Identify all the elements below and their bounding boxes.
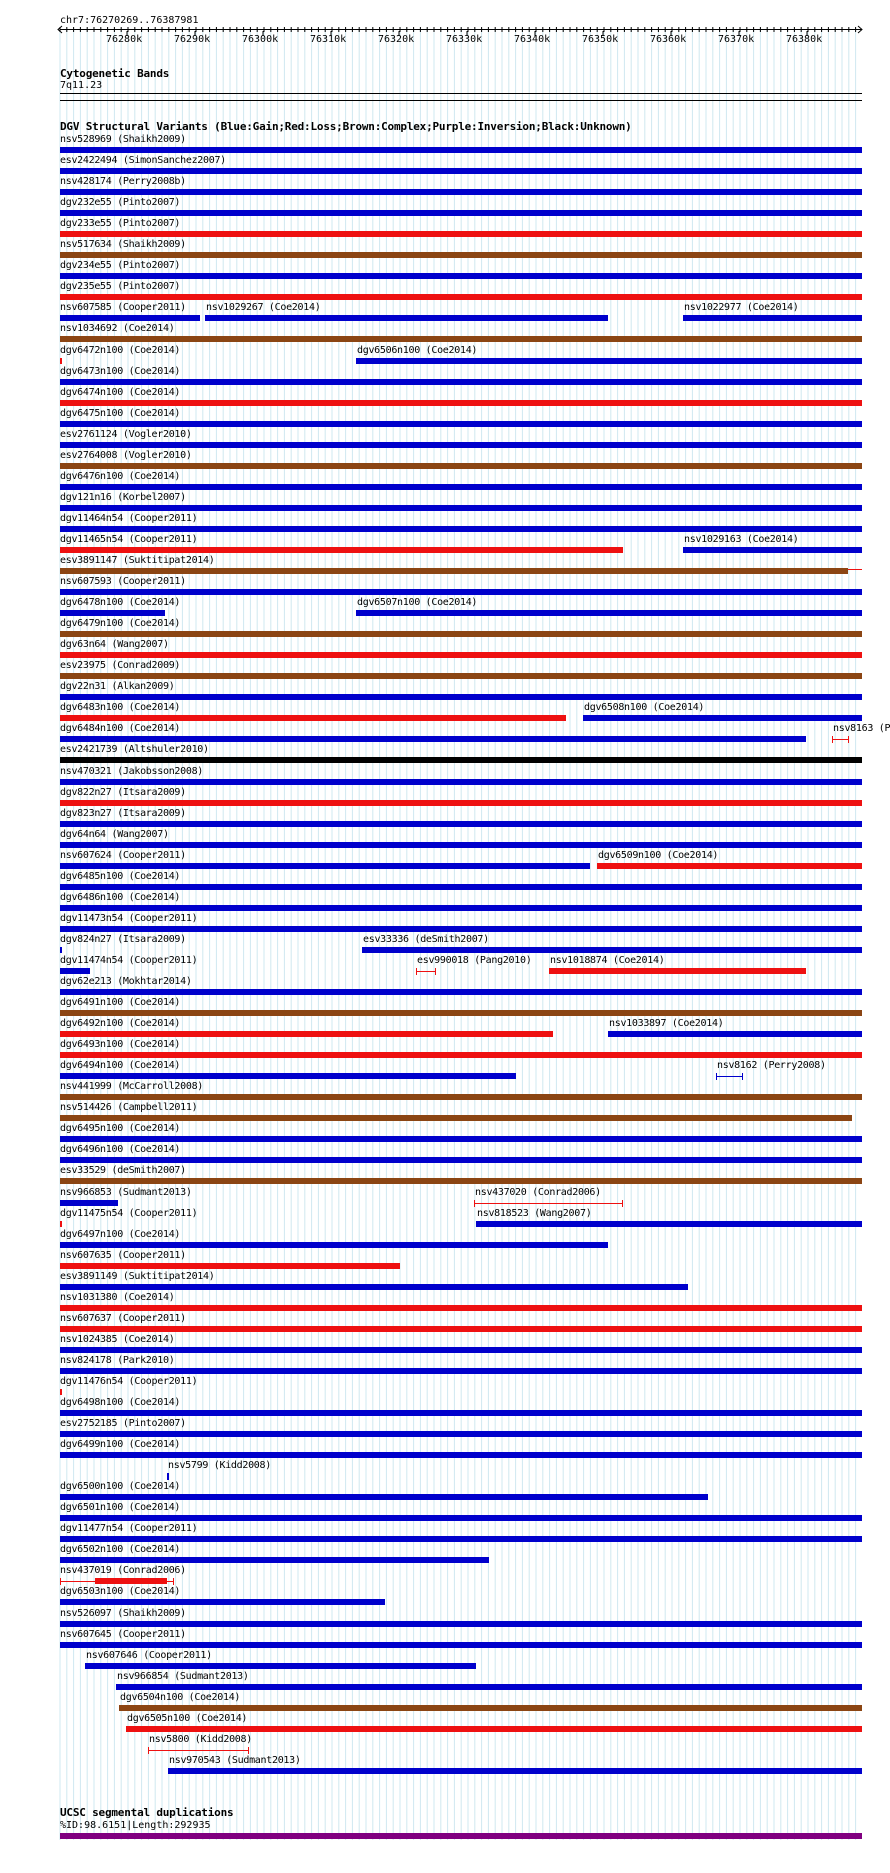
- variant-bar[interactable]: [60, 358, 62, 364]
- variant-label[interactable]: dgv6495n100 (Coe2014): [60, 1123, 181, 1134]
- variant-label[interactable]: nsv517634 (Shaikh2009): [60, 239, 186, 250]
- variant-label[interactable]: dgv6485n100 (Coe2014): [60, 871, 181, 882]
- variant-bar[interactable]: [85, 1663, 476, 1669]
- variant-bar[interactable]: [60, 1621, 862, 1627]
- variant-bar[interactable]: [60, 189, 862, 195]
- variant-bar[interactable]: [60, 210, 862, 216]
- variant-label[interactable]: nsv528969 (Shaikh2009): [60, 134, 186, 145]
- variant-bar[interactable]: [476, 1221, 862, 1227]
- ruler-tick-label: 76300k: [242, 34, 279, 45]
- variant-whisker-cap: [716, 1073, 717, 1080]
- variant-label[interactable]: nsv514426 (Campbell2011): [60, 1102, 198, 1113]
- variant-bar[interactable]: [60, 968, 90, 974]
- variant-label[interactable]: nsv441999 (McCarroll2008): [60, 1081, 204, 1092]
- variant-label[interactable]: esv990018 (Pang2010): [417, 955, 532, 966]
- variant-label[interactable]: nsv607646 (Cooper2011): [86, 1650, 212, 1661]
- segdup-bar[interactable]: [60, 1833, 862, 1839]
- variant-bar[interactable]: [60, 1536, 862, 1542]
- variant-bar[interactable]: [119, 1705, 862, 1711]
- variant-bar[interactable]: [60, 757, 862, 763]
- variant-label[interactable]: dgv64n64 (Wang2007): [60, 829, 169, 840]
- variant-label[interactable]: dgv6508n100 (Coe2014): [584, 702, 705, 713]
- dgv-track-title[interactable]: DGV Structural Variants (Blue:Gain;Red:Loss;Brown:Complex;Purple:Inversion;Black:Unknown): [60, 120, 632, 133]
- variant-label[interactable]: dgv6507n100 (Coe2014): [357, 597, 478, 608]
- variant-bar[interactable]: [60, 1557, 489, 1563]
- ruler-tick-label: 76310k: [310, 34, 347, 45]
- variant-label[interactable]: dgv6496n100 (Coe2014): [60, 1144, 181, 1155]
- variant-bar[interactable]: [60, 147, 862, 153]
- variant-whisker-cap: [622, 1200, 623, 1207]
- variant-label[interactable]: dgv6478n100 (Coe2014): [60, 597, 181, 608]
- variant-bar[interactable]: [60, 715, 566, 721]
- variant-label[interactable]: dgv824n27 (Itsara2009): [60, 934, 186, 945]
- variant-label[interactable]: nsv437019 (Conrad2006): [60, 1565, 186, 1576]
- ruler-tick-label: 76330k: [446, 34, 483, 45]
- variant-bar[interactable]: [683, 547, 862, 553]
- variant-label[interactable]: nsv607637 (Cooper2011): [60, 1313, 186, 1324]
- ruler-axis: [0, 0, 890, 60]
- variant-label[interactable]: esv2421739 (Altshuler2010): [60, 744, 209, 755]
- variant-bar[interactable]: [60, 1242, 608, 1248]
- variant-label[interactable]: esv2752185 (Pinto2007): [60, 1418, 186, 1429]
- variant-bar[interactable]: [60, 315, 200, 321]
- variant-label[interactable]: dgv6483n100 (Coe2014): [60, 702, 181, 713]
- variant-whisker[interactable]: [416, 971, 435, 972]
- variant-bar[interactable]: [60, 1094, 862, 1100]
- variant-label[interactable]: esv3891149 (Suktitipat2014): [60, 1271, 215, 1282]
- variant-whisker[interactable]: [832, 739, 848, 740]
- variant-label[interactable]: nsv1034692 (Coe2014): [60, 323, 175, 334]
- variant-bar[interactable]: [362, 947, 862, 953]
- variant-bar[interactable]: [60, 547, 623, 553]
- variant-whisker-cap: [848, 736, 849, 743]
- variant-label[interactable]: esv2761124 (Vogler2010): [60, 429, 192, 440]
- ruler-tick-label: 76350k: [582, 34, 619, 45]
- variant-bar[interactable]: [60, 1431, 862, 1437]
- variant-label[interactable]: dgv6472n100 (Coe2014): [60, 345, 181, 356]
- variant-bar[interactable]: [60, 947, 62, 953]
- variant-bar[interactable]: [583, 715, 862, 721]
- variant-label[interactable]: dgv11474n54 (Cooper2011): [60, 955, 198, 966]
- variant-label[interactable]: dgv63n64 (Wang2007): [60, 639, 169, 650]
- variant-label[interactable]: esv2422494 (SimonSanchez2007): [60, 155, 226, 166]
- variant-label[interactable]: dgv233e55 (Pinto2007): [60, 218, 181, 229]
- variant-label[interactable]: nsv428174 (Perry2008b): [60, 176, 186, 187]
- track-separator: [60, 100, 862, 101]
- variant-label[interactable]: esv33336 (deSmith2007): [363, 934, 489, 945]
- variant-bar[interactable]: [60, 168, 862, 174]
- variant-whisker-cap: [173, 1578, 174, 1585]
- variant-bar[interactable]: [60, 273, 862, 279]
- variant-label[interactable]: nsv824178 (Park2010): [60, 1355, 175, 1366]
- variant-label[interactable]: nsv470321 (Jakobsson2008): [60, 766, 204, 777]
- variant-bar[interactable]: [126, 1726, 862, 1732]
- variant-label[interactable]: nsv1031380 (Coe2014): [60, 1292, 175, 1303]
- variant-bar[interactable]: [60, 1347, 862, 1353]
- variant-bar[interactable]: [356, 610, 862, 616]
- variant-label[interactable]: dgv234e55 (Pinto2007): [60, 260, 181, 271]
- variant-label[interactable]: dgv235e55 (Pinto2007): [60, 281, 181, 292]
- variant-bar[interactable]: [205, 315, 608, 321]
- variant-label[interactable]: nsv5799 (Kidd2008): [168, 1460, 271, 1471]
- variant-label[interactable]: dgv11476n54 (Cooper2011): [60, 1376, 198, 1387]
- variant-label[interactable]: dgv11477n54 (Cooper2011): [60, 1523, 198, 1534]
- variant-bar[interactable]: [60, 463, 862, 469]
- variant-bar[interactable]: [60, 1326, 862, 1332]
- variant-bar[interactable]: [60, 1221, 62, 1227]
- variant-label[interactable]: dgv6474n100 (Coe2014): [60, 387, 181, 398]
- ruler-tick-label: 76290k: [174, 34, 211, 45]
- variant-label[interactable]: nsv818523 (Wang2007): [477, 1208, 592, 1219]
- variant-bar[interactable]: [95, 1578, 167, 1584]
- variant-label[interactable]: nsv607635 (Cooper2011): [60, 1250, 186, 1261]
- variant-label[interactable]: dgv6475n100 (Coe2014): [60, 408, 181, 419]
- variant-bar[interactable]: [60, 821, 862, 827]
- variant-bar[interactable]: [116, 1684, 862, 1690]
- variant-label[interactable]: dgv6499n100 (Coe2014): [60, 1439, 181, 1450]
- variant-bar[interactable]: [597, 863, 862, 869]
- variant-label[interactable]: dgv6504n100 (Coe2014): [120, 1692, 241, 1703]
- variant-label[interactable]: nsv1018874 (Coe2014): [550, 955, 665, 966]
- variant-label[interactable]: dgv11475n54 (Cooper2011): [60, 1208, 198, 1219]
- variant-bar[interactable]: [60, 800, 862, 806]
- variant-bar[interactable]: [60, 568, 848, 574]
- variant-bar[interactable]: [60, 905, 862, 911]
- variant-label[interactable]: dgv6500n100 (Coe2014): [60, 1481, 181, 1492]
- variant-bar[interactable]: [60, 294, 862, 300]
- variant-label[interactable]: dgv121n16 (Korbel2007): [60, 492, 186, 503]
- variant-label[interactable]: dgv6484n100 (Coe2014): [60, 723, 181, 734]
- variant-label[interactable]: dgv6476n100 (Coe2014): [60, 471, 181, 482]
- variant-whisker-cap: [148, 1747, 149, 1754]
- variant-label[interactable]: nsv5800 (Kidd2008): [149, 1734, 252, 1745]
- variant-bar[interactable]: [60, 610, 165, 616]
- variant-label[interactable]: dgv11465n54 (Cooper2011): [60, 534, 198, 545]
- variant-label[interactable]: dgv62e213 (Mokhtar2014): [60, 976, 192, 987]
- variant-bar[interactable]: [60, 1157, 862, 1163]
- variant-bar[interactable]: [549, 968, 806, 974]
- variant-label[interactable]: dgv6501n100 (Coe2014): [60, 1502, 181, 1513]
- ruler-tick-label: 76320k: [378, 34, 415, 45]
- variant-bar[interactable]: [60, 442, 862, 448]
- variant-label[interactable]: nsv437020 (Conrad2006): [475, 1187, 601, 1198]
- variant-bar[interactable]: [60, 863, 590, 869]
- variant-whisker-cap: [832, 736, 833, 743]
- variant-label[interactable]: dgv6493n100 (Coe2014): [60, 1039, 181, 1050]
- variant-label[interactable]: nsv8163 (P: [833, 723, 890, 734]
- variant-bar[interactable]: [60, 926, 862, 932]
- variant-label[interactable]: nsv607645 (Cooper2011): [60, 1629, 186, 1640]
- variant-bar[interactable]: [60, 1031, 553, 1037]
- ruler-tick-label: 76360k: [650, 34, 687, 45]
- variant-bar[interactable]: [60, 842, 862, 848]
- variant-bar[interactable]: [60, 1642, 862, 1648]
- variant-label[interactable]: dgv11473n54 (Cooper2011): [60, 913, 198, 924]
- cyto-band-line: [60, 93, 862, 94]
- variant-bar[interactable]: [60, 884, 862, 890]
- variant-label[interactable]: dgv6505n100 (Coe2014): [127, 1713, 248, 1724]
- variant-label[interactable]: esv2764008 (Vogler2010): [60, 450, 192, 461]
- variant-bar[interactable]: [60, 336, 862, 342]
- variant-label[interactable]: esv23975 (Conrad2009): [60, 660, 181, 671]
- variant-bar[interactable]: [60, 421, 862, 427]
- variant-bar[interactable]: [60, 1494, 708, 1500]
- variant-bar[interactable]: [60, 231, 862, 237]
- variant-label[interactable]: dgv6486n100 (Coe2014): [60, 892, 181, 903]
- variant-label[interactable]: nsv1029163 (Coe2014): [684, 534, 799, 545]
- variant-label[interactable]: nsv1029267 (Coe2014): [206, 302, 321, 313]
- variant-whisker-cap: [435, 968, 436, 975]
- variant-whisker-cap: [416, 968, 417, 975]
- variant-bar[interactable]: [60, 1178, 862, 1184]
- variant-bar[interactable]: [60, 631, 862, 637]
- variant-bar[interactable]: [60, 673, 862, 679]
- variant-label[interactable]: esv33529 (deSmith2007): [60, 1165, 186, 1176]
- variant-bar[interactable]: [60, 1368, 862, 1374]
- variant-whisker-cap: [60, 1578, 61, 1585]
- variant-label[interactable]: dgv6498n100 (Coe2014): [60, 1397, 181, 1408]
- segdup-label[interactable]: %ID:98.6151|Length:292935: [60, 1820, 211, 1831]
- cyto-track-title[interactable]: Cytogenetic Bands: [60, 67, 170, 80]
- variant-label[interactable]: dgv6506n100 (Coe2014): [357, 345, 478, 356]
- variant-label[interactable]: nsv1022977 (Coe2014): [684, 302, 799, 313]
- variant-bar[interactable]: [60, 484, 862, 490]
- variant-label[interactable]: nsv966854 (Sudmant2013): [117, 1671, 249, 1682]
- variant-bar[interactable]: [60, 1263, 400, 1269]
- variant-whisker-cap: [474, 1200, 475, 1207]
- variant-bar[interactable]: [60, 1389, 62, 1395]
- variant-label[interactable]: dgv6473n100 (Coe2014): [60, 366, 181, 377]
- variant-bar[interactable]: [168, 1768, 862, 1774]
- variant-bar[interactable]: [60, 1115, 852, 1121]
- variant-bar[interactable]: [60, 526, 862, 532]
- variant-label[interactable]: dgv6503n100 (Coe2014): [60, 1586, 181, 1597]
- variant-bar[interactable]: [60, 1410, 862, 1416]
- variant-bar[interactable]: [60, 1010, 862, 1016]
- variant-tail: [848, 569, 862, 570]
- variant-bar[interactable]: [60, 652, 862, 658]
- variant-label[interactable]: nsv607593 (Cooper2011): [60, 576, 186, 587]
- variant-bar[interactable]: [60, 400, 862, 406]
- variant-bar[interactable]: [60, 1284, 688, 1290]
- variant-bar[interactable]: [608, 1031, 862, 1037]
- variant-bar[interactable]: [60, 505, 862, 511]
- variant-label[interactable]: dgv823n27 (Itsara2009): [60, 808, 186, 819]
- cyto-band-label[interactable]: 7q11.23: [60, 80, 103, 91]
- variant-label[interactable]: dgv22n31 (Alkan2009): [60, 681, 175, 692]
- variant-bar[interactable]: [60, 1305, 862, 1311]
- variant-bar[interactable]: [60, 1599, 385, 1605]
- variant-whisker-cap: [248, 1747, 249, 1754]
- variant-bar[interactable]: [60, 779, 862, 785]
- variant-bar[interactable]: [60, 589, 862, 595]
- variant-bar[interactable]: [683, 315, 862, 321]
- variant-whisker-cap: [168, 1473, 169, 1480]
- segdup-track-title[interactable]: UCSC segmental duplications: [60, 1806, 234, 1819]
- variant-whisker-cap: [742, 1073, 743, 1080]
- variant-label[interactable]: dgv822n27 (Itsara2009): [60, 787, 186, 798]
- variant-label[interactable]: dgv6494n100 (Coe2014): [60, 1060, 181, 1071]
- variant-bar[interactable]: [60, 1073, 516, 1079]
- variant-label[interactable]: nsv8162 (Perry2008): [717, 1060, 826, 1071]
- variant-label[interactable]: dgv6491n100 (Coe2014): [60, 997, 181, 1008]
- variant-label[interactable]: nsv1033897 (Coe2014): [609, 1018, 724, 1029]
- ruler-tick-label: 76370k: [718, 34, 755, 45]
- variant-label[interactable]: dgv6479n100 (Coe2014): [60, 618, 181, 629]
- variant-whisker[interactable]: [148, 1750, 248, 1751]
- variant-bar[interactable]: [60, 989, 862, 995]
- variant-label[interactable]: nsv1024385 (Coe2014): [60, 1334, 175, 1345]
- variant-bar[interactable]: [60, 1200, 118, 1206]
- variant-label[interactable]: nsv966853 (Sudmant2013): [60, 1187, 192, 1198]
- variant-label[interactable]: nsv970543 (Sudmant2013): [169, 1755, 301, 1766]
- variant-bar[interactable]: [60, 736, 806, 742]
- variant-bar[interactable]: [60, 1515, 862, 1521]
- ruler-tick-label: 76280k: [106, 34, 143, 45]
- ruler-tick-label: 76340k: [514, 34, 551, 45]
- variant-whisker[interactable]: [716, 1076, 742, 1077]
- variant-label[interactable]: nsv607624 (Cooper2011): [60, 850, 186, 861]
- variant-bar[interactable]: [356, 358, 862, 364]
- variant-label[interactable]: esv3891147 (Suktitipat2014): [60, 555, 215, 566]
- variant-bar[interactable]: [60, 1052, 862, 1058]
- variant-label[interactable]: dgv232e55 (Pinto2007): [60, 197, 181, 208]
- variant-whisker[interactable]: [474, 1203, 622, 1204]
- variant-bar[interactable]: [60, 252, 862, 258]
- variant-label[interactable]: dgv11464n54 (Cooper2011): [60, 513, 198, 524]
- variant-label[interactable]: dgv6492n100 (Coe2014): [60, 1018, 181, 1029]
- variant-label[interactable]: nsv607585 (Cooper2011): [60, 302, 186, 313]
- variant-bar[interactable]: [60, 379, 862, 385]
- variant-bar[interactable]: [60, 694, 862, 700]
- ruler-position-label: chr7:76270269..76387981: [60, 15, 199, 26]
- variant-label[interactable]: dgv6509n100 (Coe2014): [598, 850, 719, 861]
- variant-label[interactable]: nsv526097 (Shaikh2009): [60, 1608, 186, 1619]
- variant-label[interactable]: dgv6497n100 (Coe2014): [60, 1229, 181, 1240]
- variant-label[interactable]: dgv6502n100 (Coe2014): [60, 1544, 181, 1555]
- ruler-tick-label: 76380k: [786, 34, 823, 45]
- variant-bar[interactable]: [60, 1452, 862, 1458]
- variant-bar[interactable]: [60, 1136, 862, 1142]
